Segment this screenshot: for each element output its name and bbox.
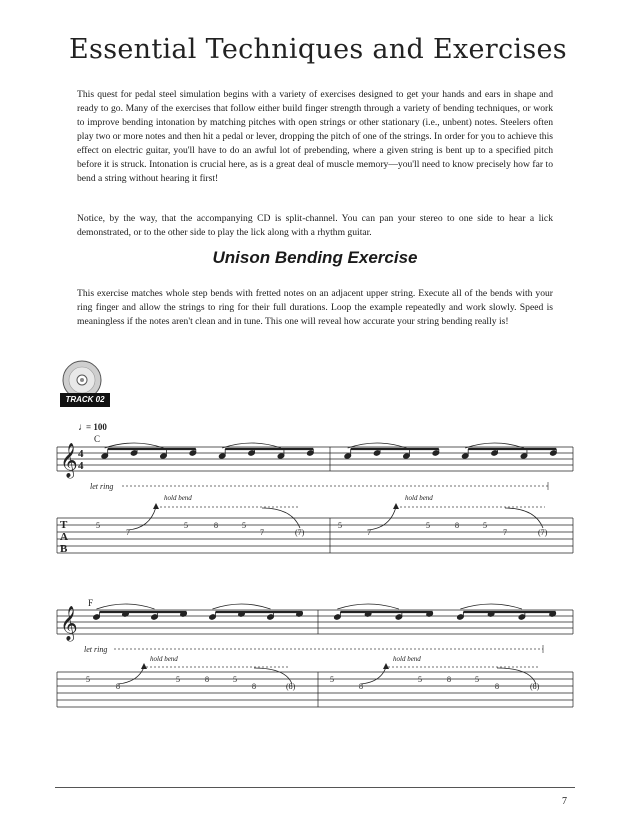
track-label: TRACK 02 <box>60 393 110 407</box>
slur <box>337 604 399 609</box>
svg-text:5: 5 <box>475 675 479 684</box>
svg-text:7: 7 <box>503 528 507 537</box>
svg-text:8: 8 <box>359 682 363 691</box>
svg-text:hold bend: hold bend <box>405 494 433 502</box>
svg-text:(8): (8) <box>530 682 540 691</box>
section-title: Unison Bending Exercise <box>212 248 418 267</box>
slur <box>460 604 522 609</box>
svg-text:(8): (8) <box>286 682 296 691</box>
svg-text:𝄞: 𝄞 <box>60 607 78 640</box>
svg-text:8: 8 <box>495 682 499 691</box>
svg-text:8: 8 <box>205 675 209 684</box>
svg-text:(7): (7) <box>295 528 305 537</box>
svg-text:8: 8 <box>252 682 256 691</box>
intro-paragraph-1: This quest for pedal steel simulation begins with a variety of exercises designed to get your hands and ears in shape and ready to go. Many of the exercises that follow either build finger strength through a variety of bending techniques, or work to improve bending intonation by matching pitches with open strings or other stationary (i.e., unbent) notes. Steelers often play two or more notes and then hit a pedal or lever, dropping the pitch of one of the strings. In order for you to achieve this effect on electric guitar, you'll have to do an awful lot of prebending, where a given string is bent up to a specified pitch before it is struck. Intonation is crucial here, as is a great deal of muscle memory—you'll need to know precisely how far to bend a string without hearing it first! <box>77 89 553 184</box>
svg-text:5: 5 <box>338 521 342 530</box>
footer-rule <box>55 787 575 788</box>
svg-text:4: 4 <box>78 448 84 460</box>
svg-text:8: 8 <box>455 521 459 530</box>
svg-text:8: 8 <box>214 521 218 530</box>
intro-paragraph-2: Notice, by the way, that the accompanying CD is split-channel. You can pan your stereo to one side to hear a lick demonstrated, or to the other side to play the lick along with a rhythm guitar. <box>77 213 553 238</box>
slur <box>213 604 271 609</box>
staff-2 <box>57 610 573 634</box>
svg-text:5: 5 <box>96 521 100 530</box>
svg-text:hold bend: hold bend <box>164 494 192 502</box>
svg-text:7: 7 <box>367 528 371 537</box>
svg-text:5: 5 <box>242 521 246 530</box>
svg-text:B: B <box>60 543 68 555</box>
svg-text:5: 5 <box>184 521 188 530</box>
svg-text:(7): (7) <box>538 528 548 537</box>
svg-text:5: 5 <box>176 675 180 684</box>
svg-text:hold bend: hold bend <box>393 655 421 663</box>
svg-text:5: 5 <box>418 675 422 684</box>
svg-text:7: 7 <box>126 528 130 537</box>
svg-text:hold bend: hold bend <box>150 655 178 663</box>
svg-text:5: 5 <box>426 521 430 530</box>
svg-text:8: 8 <box>116 682 120 691</box>
svg-text:8: 8 <box>447 675 451 684</box>
svg-text:5: 5 <box>483 521 487 530</box>
tab-staff-1 <box>57 518 573 553</box>
svg-text:T: T <box>60 519 68 531</box>
svg-text:= 100: = 100 <box>86 422 107 432</box>
svg-text:4: 4 <box>78 460 84 472</box>
page-title: Essential Techniques and Exercises <box>69 34 567 65</box>
svg-text:7: 7 <box>260 528 264 537</box>
page-number: 7 <box>562 796 567 807</box>
svg-text:5: 5 <box>86 675 90 684</box>
slur <box>97 604 155 609</box>
svg-text:C: C <box>94 434 101 444</box>
section-paragraph: This exercise matches whole step bends with fretted notes on an adjacent upper string. Execute all of the bends with your ring finger and allow the strings to ring for their full durations. Loop the example repeatedly and work slowly. Speed is meaningless if the notes aren't clean and in tune. This one will reveal how accurate your string bending really is! <box>77 288 553 327</box>
svg-text:let ring: let ring <box>90 482 114 491</box>
svg-text:5: 5 <box>233 675 237 684</box>
svg-text:A: A <box>60 531 68 543</box>
svg-text:F: F <box>88 598 94 608</box>
svg-text:5: 5 <box>330 675 334 684</box>
svg-text:♩: ♩ <box>78 422 88 433</box>
svg-text:let ring: let ring <box>84 645 108 654</box>
svg-text:𝄞: 𝄞 <box>60 444 78 477</box>
